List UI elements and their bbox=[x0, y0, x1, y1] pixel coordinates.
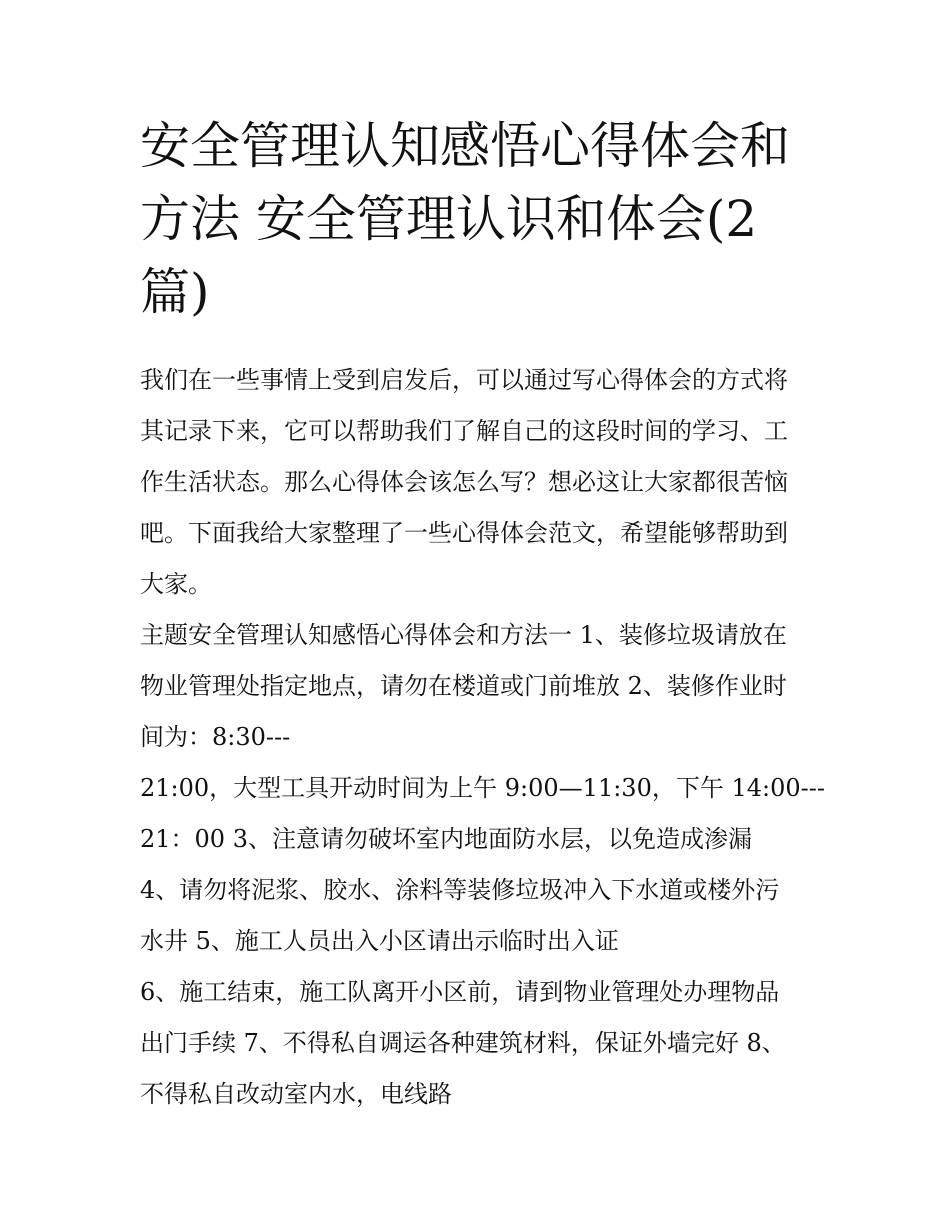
document-body bbox=[140, 355, 830, 1120]
text-line: 出门手续 7、不得私自调运各种建筑材料，保证外墙完好 8、 bbox=[140, 1029, 786, 1057]
text-line: 水井 5、施工人员出入小区请出示临时出入证 bbox=[140, 927, 619, 955]
text-line: 4、请勿将泥浆、胶水、涂料等装修垃圾冲入下水道或楼外污 bbox=[140, 876, 780, 904]
title-line: 篇) bbox=[140, 263, 210, 321]
text-line: 不得私自改动室内水，电线路 bbox=[140, 1080, 452, 1108]
text-line: 6、施工结束，施工队离开小区前，请到物业管理处办理物品 bbox=[140, 978, 780, 1006]
text-line: 吧。下面我给大家整理了一些心得体会范文，希望能够帮助到 bbox=[140, 519, 788, 547]
text-line: 间为：8:30--- bbox=[140, 723, 291, 751]
document-title bbox=[140, 110, 820, 329]
text-line: 其记录下来，它可以帮助我们了解自己的这段时间的学习、工 bbox=[140, 417, 788, 445]
title-line: 方法 安全管理认识和体会(2 bbox=[140, 190, 758, 248]
title-line: 安全管理认知感悟心得体会和 bbox=[140, 117, 790, 175]
text-line: 21:00，大型工具开动时间为上午 9:00—11:30，下午 14:00--- bbox=[140, 774, 825, 802]
text-line: 物业管理处指定地点，请勿在楼道或门前堆放 2、装修作业时 bbox=[140, 672, 787, 700]
text-line: 我们在一些事情上受到启发后，可以通过写心得体会的方式将 bbox=[140, 366, 788, 394]
text-line: 作生活状态。那么心得体会该怎么写？想必这让大家都很苦恼 bbox=[140, 468, 788, 496]
text-line: 大家。 bbox=[140, 570, 212, 598]
topic-paragraph bbox=[140, 610, 830, 763]
text-line: 主题安全管理认知感悟心得体会和方法一 1、装修垃圾请放在 bbox=[140, 621, 787, 649]
text-line: 21：00 3、注意请勿破坏室内地面防水层，以免造成渗漏 bbox=[140, 825, 752, 853]
intro-paragraph bbox=[140, 355, 830, 610]
rules-paragraph bbox=[140, 763, 830, 1120]
